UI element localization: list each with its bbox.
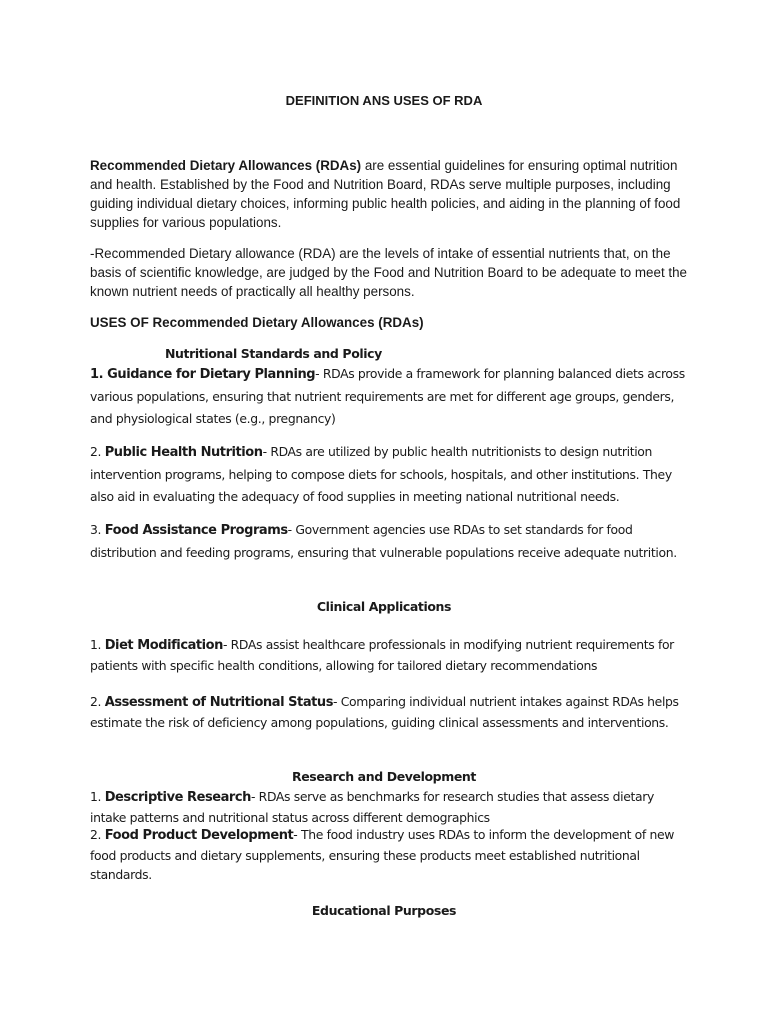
item-term: Food Product Development <box>104 828 294 843</box>
item-text: - RDAs serve as benchmarks for research studies that assess dietary intake patterns and nutritional status across different demographics <box>90 789 655 825</box>
item-term: Guidance for Dietary Planning <box>107 367 316 382</box>
item-text: - The food industry uses RDAs to inform the development of new food products and dietary supplements, ensuring these products meet established nutritional standards. <box>90 827 675 882</box>
intro-term: Recommended Dietary Allowances (RDAs) <box>90 158 362 173</box>
item-number: 2. <box>90 827 105 842</box>
list-item <box>90 692 690 732</box>
list-item <box>90 441 690 508</box>
list-item <box>90 363 690 430</box>
document-title: DEFINITION ANS USES OF RDA <box>285 93 483 108</box>
item-term: Public Health Nutrition <box>104 445 263 460</box>
section-heading-research-development: Research and Development <box>292 769 476 784</box>
definition-paragraph: -Recommended Dietary allowance (RDA) are the levels of intake of essential nutrients that, on the basis of scientific knowledge, are judged by the Food and Nutrition Board to be adequate to meet the known nutrient needs of practically all healthy persons. <box>90 246 688 299</box>
item-text: - Comparing individual nutrient intakes against RDAs helps estimate the risk of deficiency among populations, guiding clinical assessments and interventions. <box>90 694 679 730</box>
item-number: 1. <box>90 367 108 382</box>
intro-text: are essential guidelines for ensuring optimal nutrition and health. Established by the Food and Nutrition Board, RDAs serve multiple purposes, including guiding individual dietary choices, informing public health policies, and aiding in the planning of food supplies for various populations. <box>90 158 681 230</box>
item-term: Assessment of Nutritional Status <box>104 695 334 710</box>
item-text: - RDAs provide a framework for planning balanced diets across various populations, ensuring that nutrient requirements are met for different age groups, genders, and physiological states (e.g., pregnancy) <box>90 366 685 426</box>
item-text: - RDAs are utilized by public health nutritionists to design nutrition intervention programs, helping to compose diets for schools, hospitals, and other institutions. They also aid in evaluating the adequacy of food supplies in meeting national nutritional needs. <box>90 444 672 504</box>
intro-paragraph <box>90 156 690 232</box>
item-number: 2. <box>90 694 105 709</box>
list-item <box>90 635 690 675</box>
item-text: - RDAs assist healthcare professionals in modifying nutrient requirements for patients with specific health conditions, allowing for tailored dietary recommendations <box>90 637 674 673</box>
section-heading-nutritional-standards: Nutritional Standards and Policy <box>165 346 382 361</box>
item-number: 2. <box>90 444 105 459</box>
list-item <box>90 787 690 827</box>
list-item <box>90 825 690 885</box>
item-number: 1. <box>90 789 105 804</box>
uses-heading: USES OF Recommended Dietary Allowances (RDAs) <box>90 315 424 330</box>
section-heading-clinical-applications: Clinical Applications <box>316 599 452 614</box>
section-heading-educational-purposes: Educational Purposes <box>311 903 457 918</box>
item-term: Food Assistance Programs <box>104 523 288 538</box>
item-number: 3. <box>90 522 105 537</box>
item-number: 1. <box>90 637 105 652</box>
item-term: Diet Modification <box>104 638 223 653</box>
list-item <box>90 519 690 564</box>
item-text: - Government agencies use RDAs to set standards for food distribution and feeding programs, ensuring that vulnerable populations receive adequate nutrition. <box>90 522 677 560</box>
item-term: Descriptive Research <box>104 790 251 805</box>
